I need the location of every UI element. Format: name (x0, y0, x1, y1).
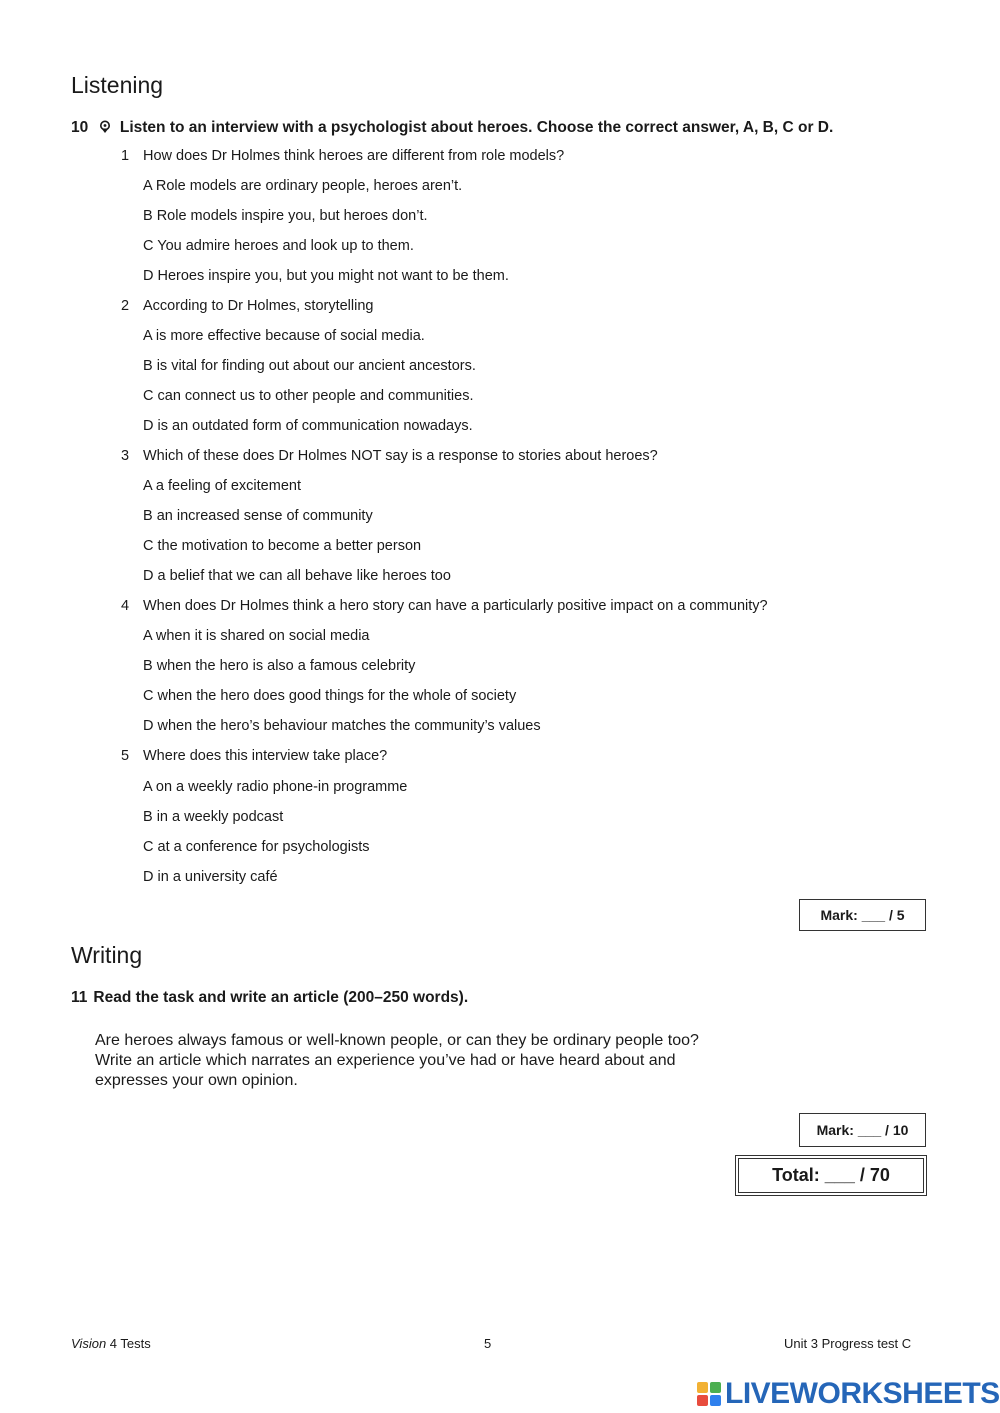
q3-option-c[interactable]: C the motivation to become a better person (143, 538, 422, 554)
instruction-text: Read the task and write an article (200–250 words). (93, 989, 469, 1006)
q5-option-c[interactable]: C at a conference for psychologists (143, 839, 370, 855)
q1-option-c[interactable]: C You admire heroes and look up to them. (143, 238, 414, 254)
footer-book-title (71, 1336, 151, 1351)
writing-mark-box: Mark: ___ / 10 (799, 1113, 926, 1147)
q2-option-a[interactable]: A is more effective because of social media. (143, 328, 425, 344)
question-5 (121, 748, 387, 764)
q5-option-b[interactable]: B in a weekly podcast (143, 809, 284, 825)
question-number: 3 (121, 448, 130, 464)
listening-mark-box: Mark: ___ / 5 (799, 899, 926, 931)
book-suffix: 4 Tests (106, 1336, 151, 1351)
q4-option-a[interactable]: A when it is shared on social media (143, 628, 370, 644)
q3-option-b[interactable]: B an increased sense of community (143, 508, 373, 524)
question-stem: How does Dr Holmes think heroes are different from role models? (143, 148, 565, 164)
listening-instruction (71, 119, 833, 137)
question-stem: Where does this interview take place? (143, 748, 388, 764)
question-number: 5 (121, 748, 130, 764)
q1-option-b[interactable]: B Role models inspire you, but heroes don’t. (143, 208, 428, 224)
prompt-line: Write an article which narrates an experience you’ve had or have heard about and (95, 1052, 676, 1069)
liveworksheets-logo[interactable] (697, 1376, 1000, 1412)
writing-heading: Writing (71, 942, 143, 968)
book-name: Vision (71, 1336, 107, 1351)
writing-instruction (71, 989, 468, 1007)
logo-blocks-icon (697, 1382, 721, 1406)
q2-option-d[interactable]: D is an outdated form of communication nowadays. (143, 418, 473, 434)
q1-option-d[interactable]: D Heroes inspire you, but you might not want to be them. (143, 268, 509, 284)
q5-option-a[interactable]: A on a weekly radio phone-in programme (143, 779, 408, 795)
question-stem: According to Dr Holmes, storytelling (143, 298, 374, 314)
footer-test-name: Unit 3 Progress test C (784, 1336, 912, 1351)
q4-option-d[interactable]: D when the hero’s behaviour matches the community’s values (143, 718, 541, 734)
q3-option-a[interactable]: A a feeling of excitement (143, 478, 301, 494)
q1-option-a[interactable]: A Role models are ordinary people, heroes aren’t. (143, 178, 463, 194)
q2-option-b[interactable]: B is vital for finding out about our ancient ancestors. (143, 358, 476, 374)
question-1 (121, 148, 564, 164)
listening-heading: Listening (71, 72, 164, 98)
q5-option-d[interactable]: D in a university café (143, 869, 278, 885)
q4-option-c[interactable]: C when the hero does good things for the whole of society (143, 688, 517, 704)
question-stem: Which of these does Dr Holmes NOT say is a response to stories about heroes? (143, 448, 658, 464)
question-3 (121, 448, 658, 464)
audio-icon[interactable] (99, 120, 111, 134)
question-stem: When does Dr Holmes think a hero story can have a particularly positive impact on a community? (143, 598, 768, 614)
exercise-number: 10 (71, 119, 89, 136)
q2-option-c[interactable]: C can connect us to other people and communities. (143, 388, 474, 404)
writing-prompt (95, 1031, 755, 1091)
question-number: 4 (121, 598, 130, 614)
total-score: Total: ___ / 70 (738, 1158, 924, 1193)
question-number: 2 (121, 298, 130, 314)
footer-page-number: 5 (484, 1336, 492, 1351)
logo-text: LIVEWORKSHEETS (725, 1377, 1000, 1410)
prompt-line: expresses your own opinion. (95, 1072, 298, 1089)
instruction-text: Listen to an interview with a psychologist about heroes. Choose the correct answer, A, B, C or D. (119, 119, 834, 136)
q4-option-b[interactable]: B when the hero is also a famous celebrity (143, 658, 416, 674)
question-2 (121, 298, 373, 314)
exercise-number: 11 (71, 989, 88, 1006)
total-box (735, 1155, 927, 1196)
question-4 (121, 598, 768, 614)
prompt-line: Are heroes always famous or well-known people, or can they be ordinary people too? (95, 1032, 699, 1049)
question-number: 1 (121, 148, 130, 164)
q3-option-d[interactable]: D a belief that we can all behave like heroes too (143, 568, 451, 584)
